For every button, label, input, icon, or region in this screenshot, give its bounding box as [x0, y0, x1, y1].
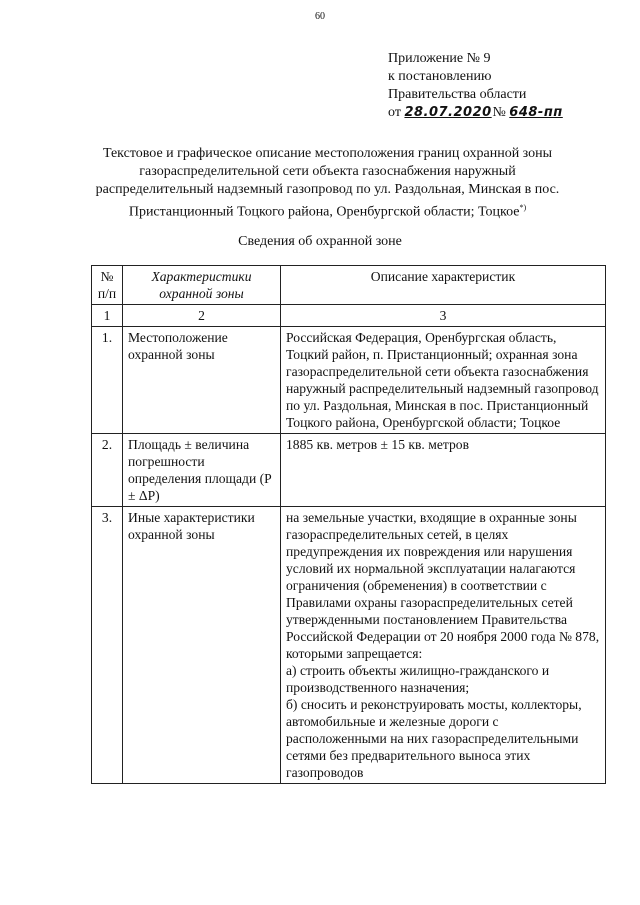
appendix-line-1: Приложение № 9 — [388, 51, 491, 66]
row-description — [281, 507, 606, 784]
table-header-row — [92, 266, 606, 305]
protection-zone-table — [91, 265, 606, 784]
appendix-line-3: Правительства области — [388, 87, 527, 102]
row-description: Российская Федерация, Оренбургская область, Тоцкий район, п. Пристанционный; охранная зона газораспределительной сети объекта газоснабжения наружный распределительный надземный газопровод по ул. Раздольная, Минская в пос. Пристанционный Тоцкого района, Оренбургской области; Тоцкое — [281, 327, 606, 434]
numbering-cell: 3 — [281, 305, 606, 327]
appendix-line-2: к постановлению — [388, 69, 492, 84]
row-characteristic: Площадь ± величина погрешности определения площади (P ± ΔP) — [123, 434, 281, 507]
page-number: 60 — [315, 11, 325, 22]
appendix-number-sign: № — [492, 105, 506, 120]
table-numbering-row — [92, 305, 606, 327]
description-paragraph: на земельные участки, входящие в охранные зоны газораспределительных сетей, в целях предупреждения их повреждения или нарушения условий их нормальной эксплуатации налагаются ограничения (обременения) в соответствии с Правилами охраны газораспределительных сетей утвержденными постановлением Правительства Российской Федерации от 20 ноября 2000 года № 878, которыми запрещается: — [286, 510, 600, 661]
document-title — [90, 145, 565, 222]
description-paragraph: б) сносить и реконструировать мосты, коллекторы, автомобильные и железные дороги с расположенными на них газораспределительными сетями без предварительного выноса этих газопроводов — [286, 697, 582, 780]
row-number: 2. — [92, 434, 123, 507]
document-title-text: Текстовое и графическое описание местоположения границ охранной зоны газораспределительной сети объекта газоснабжения наружный распределительный надземный газопровод по ул. Раздольная, Минская в пос. Пристанционный Тоцкого района, Оренбургской области; Тоцкое — [95, 146, 560, 220]
table-row — [92, 434, 606, 507]
row-number: 3. — [92, 507, 123, 784]
row-characteristic: Местоположение охранной зоны — [123, 327, 281, 434]
numbering-cell: 1 — [92, 305, 123, 327]
appendix-date: 28.07.2020 — [404, 105, 492, 120]
table-row — [92, 507, 606, 784]
table-row — [92, 327, 606, 434]
section-subtitle: Сведения об охранной зоне — [238, 234, 402, 249]
header-description: Описание характеристик — [281, 266, 606, 305]
description-paragraph: а) строить объекты жилищно-гражданского и производственного назначения; — [286, 663, 550, 695]
row-number: 1. — [92, 327, 123, 434]
row-description: 1885 кв. метров ± 15 кв. метров — [281, 434, 606, 507]
appendix-block — [388, 50, 595, 122]
appendix-from-label: от — [388, 105, 401, 120]
row-characteristic: Иные характеристики охранной зоны — [123, 507, 281, 784]
header-number: № п/п — [92, 266, 123, 305]
header-characteristics: Характеристики охранной зоны — [123, 266, 281, 305]
numbering-cell: 2 — [123, 305, 281, 327]
appendix-date-line — [388, 104, 595, 122]
title-footnote-mark: *) — [519, 203, 527, 212]
appendix-number: 648-пп — [509, 105, 563, 120]
